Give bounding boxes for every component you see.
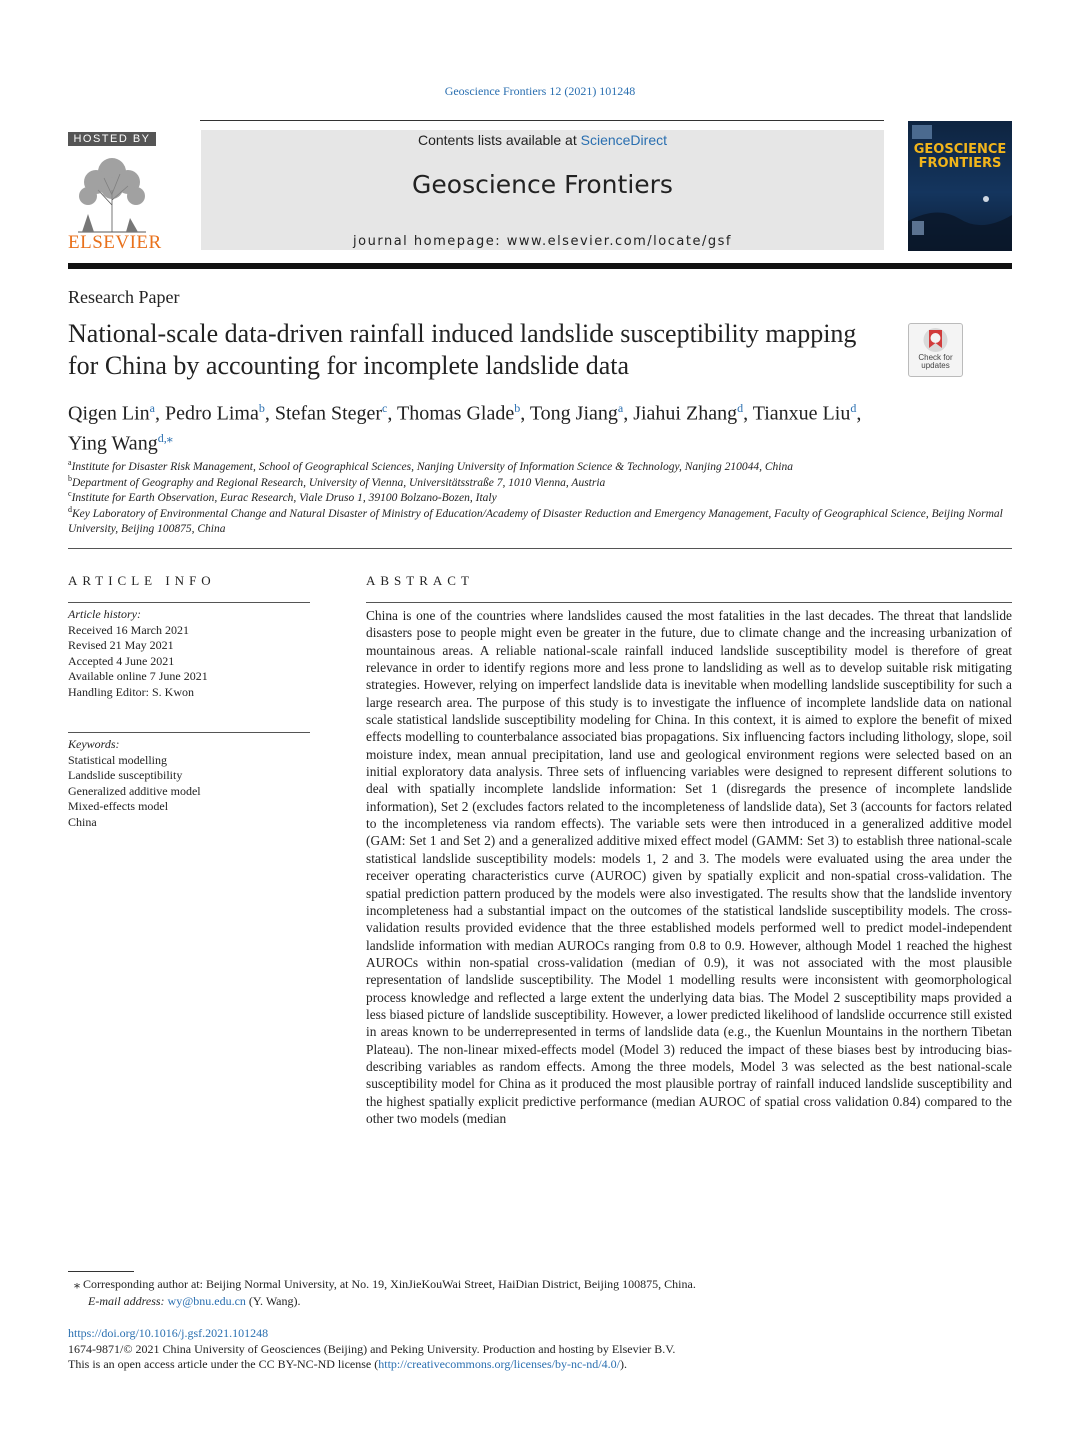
author-affiliation-marker[interactable]: d,⁎ xyxy=(157,430,173,445)
elsevier-tree-logo-icon xyxy=(68,150,156,234)
contents-line xyxy=(201,132,884,148)
author-separator: , xyxy=(743,402,753,425)
abstract-heading: ABSTRACT xyxy=(366,573,474,588)
author-list xyxy=(68,396,1012,455)
journal-name: Geoscience Frontiers xyxy=(412,170,673,199)
author-affiliation-marker[interactable]: a xyxy=(617,401,624,415)
affiliation-text: Key Laboratory of Environmental Change and Natural Disaster of Ministry of Education/Academy of Disaster Reduction and Emergency Management, Faculty of Geographical Science, Beijing Normal University, Beijing 100875, China xyxy=(68,507,1003,536)
history-entry: Revised 21 May 2021 xyxy=(68,638,174,652)
keyword: China xyxy=(68,814,97,829)
author-affiliation-marker[interactable]: d xyxy=(850,401,857,415)
author-name[interactable]: Thomas Glade xyxy=(397,402,515,425)
email-link[interactable]: wy@bnu.edu.cn xyxy=(167,1294,246,1308)
history-entry: Received 16 March 2021 xyxy=(68,622,189,637)
crossmark-line-1: Check for xyxy=(918,353,953,362)
corresponding-author-note xyxy=(74,1276,696,1310)
author-separator: , xyxy=(856,402,862,425)
affiliation-text: Institute for Disaster Risk Management, School of Geographical Sciences, Nanjing University of Information Science & Technology, Nanjing 210044, China xyxy=(71,460,793,473)
keywords-rule xyxy=(68,732,310,733)
author-separator: , xyxy=(387,402,398,425)
history-entry: Accepted 4 June 2021 xyxy=(68,653,175,668)
keyword: Generalized additive model xyxy=(68,783,201,798)
article-history xyxy=(68,607,318,700)
author-name[interactable]: Jiahui Zhang xyxy=(633,402,738,425)
author-name[interactable]: Pedro Lima xyxy=(164,402,259,425)
journal-homepage[interactable]: journal homepage: www.elsevier.com/locate/gsf xyxy=(353,234,732,249)
license-suffix: ). xyxy=(619,1357,627,1371)
keywords xyxy=(68,737,318,830)
affiliation-text: Department of Geography and Regional Research, University of Vienna, Universitätsstraße 7, 1010 Vienna, Austria xyxy=(72,476,606,489)
author-affiliation-marker[interactable]: b xyxy=(514,401,521,415)
history-entry: Available online 7 June 2021 xyxy=(68,669,208,683)
keywords-label: Keywords: xyxy=(68,737,120,751)
keyword: Landslide susceptibility xyxy=(68,768,183,782)
license-prefix: This is an open access article under the CC BY-NC-ND license ( xyxy=(68,1357,379,1371)
corresponding-author-text: ⁎ Corresponding author at: Beijing Normal University, at No. 19, XinJieKouWai Street, HaiDian District, Beijing 100875, China. xyxy=(74,1277,696,1291)
keyword: Statistical modelling xyxy=(68,752,167,767)
affiliation-marker: b xyxy=(68,474,72,483)
elsevier-wordmark: ELSEVIER xyxy=(68,232,162,253)
crossmark-line-2: updates xyxy=(921,361,950,370)
author-separator: , xyxy=(264,402,275,425)
issn-copyright: 1674-9871/© 2021 China University of Geosciences (Beijing) and Peking University. Production and hosting by Elsevier B.V. xyxy=(68,1342,676,1356)
author-name[interactable]: Tong Jiang xyxy=(529,402,618,425)
license-line xyxy=(68,1357,627,1372)
author-affiliation-marker[interactable]: b xyxy=(258,401,265,415)
crossmark-label xyxy=(908,354,963,370)
affiliation xyxy=(68,502,1012,538)
author-name[interactable]: Qigen Lin xyxy=(68,402,150,425)
license-link[interactable]: http://creativecommons.org/licenses/by-nc-nd/4.0/ xyxy=(378,1357,620,1371)
author-name[interactable]: Ying Wang xyxy=(68,432,158,455)
author-affiliation-marker[interactable]: a xyxy=(149,401,155,415)
journal-cover-image[interactable] xyxy=(908,121,1012,251)
cover-title-line-1: GEOSCIENCE xyxy=(913,142,1007,157)
email-line xyxy=(74,1293,696,1310)
header-top-rule xyxy=(200,120,884,121)
author-separator: , xyxy=(154,402,165,425)
history-label: Article history: xyxy=(68,607,141,621)
abstract-rule xyxy=(366,602,1012,603)
history-entry: Handling Editor: S. Kwon xyxy=(68,684,194,699)
article-info-heading: ARTICLE INFO xyxy=(68,573,216,588)
author-affiliation-marker[interactable]: d xyxy=(737,401,744,415)
author-separator: , xyxy=(520,402,530,425)
article-title: National-scale data-driven rainfall induced landslide susceptibility mapping for China by accounting for incomplete landslide data xyxy=(68,319,857,380)
cover-art-icon xyxy=(908,121,1012,251)
cover-title xyxy=(908,143,1012,171)
section-divider xyxy=(68,548,1012,549)
keyword: Mixed-effects model xyxy=(68,799,169,813)
affiliation-marker: c xyxy=(68,489,72,498)
header-rule xyxy=(68,263,1012,269)
article-info-rule xyxy=(68,602,310,603)
author-name[interactable]: Tianxue Liu xyxy=(752,402,851,425)
footnote-rule xyxy=(68,1271,134,1272)
abstract-text: China is one of the countries where landslides caused the most fatalities in the last decades. The threat that landslide disasters pose to people might even be greater in the future, due to climate change and the increasing urbanization of mountainous areas. A reliable national-scale rainfall induced landslide susceptibility model is therefore of great relevance in order to identify regions more and less prone to landsliding as well as to develop suitable risk mitigating strategies. However, relying on imperfect landslide data is inevitable when modelling landslide susceptibility for such a large research area. The purpose of this study is to investigate the influence of incomplete landslide data on national scale statistical landslide susceptibility modeling for China. In this context, it is aimed to explore the benefit of mixed effects modelling to counterbalance associated bias propagations. Six influencing factors including lithology, slope, soil moisture index, mean annual precipitation, land use and geological environment regions were selected based on an initial exploratory data analysis. Three sets of influencing variables were designed to represent different solutions to deal with spatially incomplete landslide information: Set 1 (disregards the presence of incomplete landslide information), Set 2 (excludes factors related to the incompleteness of landslide data), Set 3 (accounts for factors related to the incompleteness via random effects). The variable sets were then introduced in a generalized additive model (GAM: Set 1 and Set 2) and a generalized additive mixed effect model (GAMM: Set 3) to establish three national-scale statistical landslide susceptibility models: models 1, 2 and 3. The models were evaluated using the area under the receiver operating characteristics curve (AUROC) given by spatially explicit and non-spatial cross-validation. The spatial prediction pattern produced by the models were also investigated. The results show that the landslide inventory incompleteness had a substantial impact on the outcomes of the statistical landslide susceptibility models. The cross-validation results provided evidence that the three established models performed well to predict model-independent landslide information with median AUROCs ranging from 0.8 to 0.9. However, although Model 1 reached the highest AUROCs within non-spatial cross-validation (median of 0.9), it was not associated with the most plausible representation of landslide susceptibility. The Model 1 modelling results were inconsistent with geomorphological process knowledge and reflected a large extent the underlying data bias. The Model 2 susceptibility maps provided a less biased picture of landslide susceptibility. However, a lower predicted likelihood of landslide occurrence still existed in areas known to be underrepresented in terms of landslide data (e.g., the Kuenlun Mountains in the northern Tibetan Plateau). The non-linear mixed-effects model (Model 3) reduced the impact of these biases best by introducing bias-describing variables as random effects. Among the three models, Model 3 was selected as the best national-scale susceptibility model for China as it produced the most plausible portray of rainfall induced landslide susceptibility and the highest spatially explicit predictive performance (median AUROC of spatial cross validation 0.84) compared to the other two models (median xyxy=(366,608,1012,1126)
sciencedirect-link[interactable]: ScienceDirect xyxy=(580,132,667,148)
author-name[interactable]: Stefan Steger xyxy=(274,402,383,425)
email-label: E-mail address: xyxy=(88,1294,168,1308)
hosted-by-label: HOSTED BY xyxy=(68,132,156,146)
doi-link[interactable]: https://doi.org/10.1016/j.gsf.2021.101248 xyxy=(68,1326,269,1340)
crossmark-icon xyxy=(909,324,962,356)
contents-prefix: Contents lists available at xyxy=(417,132,581,148)
affiliation-marker: a xyxy=(68,458,72,467)
article-type: Research Paper xyxy=(68,287,180,307)
author-affiliation-marker[interactable]: c xyxy=(382,401,388,415)
author-separator: , xyxy=(623,402,634,425)
affiliation-marker: d xyxy=(68,505,72,514)
journal-reference[interactable]: Geoscience Frontiers 12 (2021) 101248 xyxy=(444,84,636,98)
cover-title-line-2: FRONTIERS xyxy=(918,156,1002,171)
email-suffix: (Y. Wang). xyxy=(245,1294,301,1308)
affiliation-text: Institute for Earth Observation, Eurac Research, Viale Druso 1, 39100 Bolzano-Bozen, Italy xyxy=(71,491,497,504)
